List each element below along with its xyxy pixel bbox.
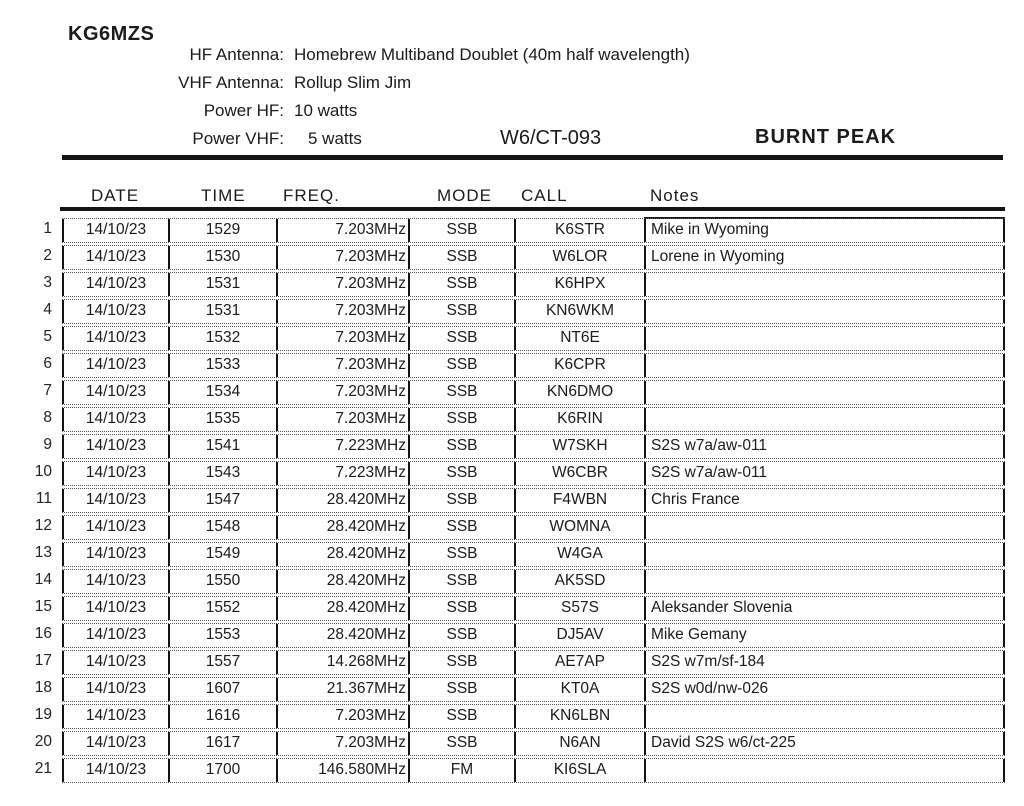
date-cell: 14/10/23 — [62, 705, 170, 728]
time-cell: 1548 — [170, 516, 278, 539]
call-cell: K6CPR — [554, 356, 606, 373]
date-cell: 14/10/23 — [62, 462, 170, 485]
table-row — [0, 596, 1005, 621]
freq-cell: 7.203MHz — [278, 300, 410, 323]
time-cell: 1552 — [170, 597, 278, 620]
notes-cell — [644, 273, 1005, 296]
table-row — [0, 542, 1005, 567]
freq-cell: 28.420MHz — [278, 543, 410, 566]
hf-antenna-value: Homebrew Multiband Doublet (40m half wavelength) — [294, 45, 690, 64]
row-box — [62, 380, 1005, 405]
date-cell: 14/10/23 — [62, 651, 170, 674]
row-number: 14 — [34, 571, 52, 588]
table-row — [0, 434, 1005, 459]
mode-cell: SSB — [410, 543, 516, 566]
table-row — [0, 677, 1005, 702]
table-row — [0, 461, 1005, 486]
mode-cell: SSB — [410, 435, 516, 458]
date-cell: 14/10/23 — [62, 489, 170, 512]
notes-cell: Aleksander Slovenia — [644, 597, 1005, 620]
date-cell: 14/10/23 — [62, 570, 170, 593]
date-cell: 14/10/23 — [62, 516, 170, 539]
table-row — [0, 569, 1005, 594]
notes-cell: S2S w0d/nw-026 — [644, 678, 1005, 701]
time-cell: 1557 — [170, 651, 278, 674]
row-box — [62, 569, 1005, 594]
info-row-power-vhf — [0, 129, 362, 149]
freq-cell: 7.203MHz — [278, 381, 410, 404]
row-box — [62, 461, 1005, 486]
notes-cell: S2S w7m/sf-184 — [644, 651, 1005, 674]
mode-cell: SSB — [410, 732, 516, 755]
notes-cell: S2S w7a/aw-011 — [644, 435, 1005, 458]
date-cell: 14/10/23 — [62, 354, 170, 377]
call-cell: W6CBR — [552, 464, 608, 481]
date-cell: 14/10/23 — [62, 759, 170, 782]
row-box — [62, 704, 1005, 729]
column-header-date: DATE — [91, 186, 140, 205]
time-cell: 1549 — [170, 543, 278, 566]
time-cell: 1531 — [170, 300, 278, 323]
call-cell: AK5SD — [554, 572, 606, 589]
time-cell: 1550 — [170, 570, 278, 593]
mode-cell: SSB — [410, 381, 516, 404]
time-cell: 1533 — [170, 354, 278, 377]
row-box — [62, 245, 1005, 270]
header-divider-rule — [62, 155, 1003, 160]
time-cell: 1531 — [170, 273, 278, 296]
call-cell: WOMNA — [549, 518, 611, 535]
call-cell: W6LOR — [552, 248, 608, 265]
row-number: 15 — [34, 598, 52, 615]
date-cell: 14/10/23 — [62, 273, 170, 296]
row-number: 21 — [34, 760, 52, 777]
table-row — [0, 299, 1005, 324]
freq-cell: 21.367MHz — [278, 678, 410, 701]
row-box — [62, 326, 1005, 351]
date-cell: 14/10/23 — [62, 597, 170, 620]
row-box — [62, 650, 1005, 675]
power-hf-value: 10 watts — [294, 101, 358, 120]
call-cell: DJ5AV — [556, 626, 604, 643]
notes-cell — [644, 759, 1005, 782]
notes-cell: Chris France — [644, 489, 1005, 512]
table-row — [0, 218, 1005, 243]
call-cell: KN6LBN — [549, 707, 611, 724]
mode-cell: SSB — [410, 678, 516, 701]
notes-cell: Lorene in Wyoming — [644, 246, 1005, 269]
table-row — [0, 731, 1005, 756]
row-box — [62, 218, 1005, 243]
notes-cell: Mike in Wyoming — [644, 219, 1005, 242]
date-cell: 14/10/23 — [62, 300, 170, 323]
row-number: 11 — [35, 490, 52, 507]
info-row-vhf-antenna — [0, 73, 411, 93]
freq-cell: 7.203MHz — [278, 327, 410, 350]
mode-cell: SSB — [410, 597, 516, 620]
row-number: 2 — [43, 247, 52, 264]
power-vhf-label: Power VHF: — [192, 129, 284, 148]
column-header-time: TIME — [201, 186, 246, 205]
column-header-mode: MODE — [437, 186, 492, 205]
table-row — [0, 326, 1005, 351]
freq-cell: 7.223MHz — [278, 462, 410, 485]
date-cell: 14/10/23 — [62, 381, 170, 404]
log-table-body — [0, 218, 1005, 785]
notes-cell: S2S w7a/aw-011 — [644, 462, 1005, 485]
row-number: 1 — [43, 220, 52, 237]
mode-cell: SSB — [410, 489, 516, 512]
freq-cell: 7.223MHz — [278, 435, 410, 458]
row-number: 4 — [43, 301, 52, 318]
call-cell: K6HPX — [554, 275, 606, 292]
time-cell: 1534 — [170, 381, 278, 404]
row-number: 19 — [34, 706, 52, 723]
row-number: 20 — [34, 733, 52, 750]
info-row-hf-antenna — [0, 45, 690, 65]
row-box — [62, 731, 1005, 756]
mode-cell: SSB — [410, 273, 516, 296]
call-cell: K6RIN — [557, 410, 603, 427]
notes-cell — [644, 408, 1005, 431]
freq-cell: 7.203MHz — [278, 246, 410, 269]
date-cell: 14/10/23 — [62, 327, 170, 350]
row-box — [62, 677, 1005, 702]
power-vhf-value: 5 watts — [308, 129, 362, 148]
table-row — [0, 488, 1005, 513]
freq-cell: 7.203MHz — [278, 354, 410, 377]
mode-cell: FM — [410, 759, 516, 782]
date-cell: 14/10/23 — [62, 246, 170, 269]
date-cell: 14/10/23 — [62, 624, 170, 647]
row-number: 10 — [34, 463, 52, 480]
operator-callsign: KG6MZS — [68, 23, 155, 46]
freq-cell: 7.203MHz — [278, 408, 410, 431]
call-cell: S57S — [561, 599, 599, 616]
mode-cell: SSB — [410, 408, 516, 431]
row-number: 7 — [43, 382, 52, 399]
row-box — [62, 407, 1005, 432]
row-box — [62, 542, 1005, 567]
time-cell: 1607 — [170, 678, 278, 701]
freq-cell: 146.580MHz — [278, 759, 410, 782]
date-cell: 14/10/23 — [62, 732, 170, 755]
column-header-underline — [60, 207, 1005, 211]
notes-cell: Mike Gemany — [644, 624, 1005, 647]
column-header-notes: Notes — [650, 186, 700, 205]
row-number: 5 — [43, 328, 52, 345]
row-box — [62, 272, 1005, 297]
call-cell: F4WBN — [552, 491, 608, 508]
row-box — [62, 488, 1005, 513]
mode-cell: SSB — [410, 462, 516, 485]
date-cell: 14/10/23 — [62, 678, 170, 701]
call-cell: KT0A — [560, 680, 600, 697]
notes-cell: David S2S w6/ct-225 — [644, 732, 1005, 755]
call-cell: NT6E — [560, 329, 600, 346]
time-cell: 1547 — [170, 489, 278, 512]
freq-cell: 7.203MHz — [278, 273, 410, 296]
time-cell: 1617 — [170, 732, 278, 755]
row-number: 6 — [43, 355, 52, 372]
time-cell: 1530 — [170, 246, 278, 269]
table-row — [0, 704, 1005, 729]
row-box — [62, 758, 1005, 783]
time-cell: 1529 — [170, 219, 278, 242]
freq-cell: 7.203MHz — [278, 219, 410, 242]
call-cell: W7SKH — [552, 437, 608, 454]
row-number: 16 — [34, 625, 52, 642]
call-cell: W4GA — [557, 545, 603, 562]
freq-cell: 7.203MHz — [278, 705, 410, 728]
row-number: 12 — [34, 517, 52, 534]
table-row — [0, 353, 1005, 378]
vhf-antenna-label: VHF Antenna: — [178, 73, 284, 92]
mode-cell: SSB — [410, 651, 516, 674]
call-cell: K6STR — [555, 221, 605, 238]
row-number: 9 — [43, 436, 52, 453]
time-cell: 1543 — [170, 462, 278, 485]
row-box — [62, 353, 1005, 378]
freq-cell: 28.420MHz — [278, 570, 410, 593]
time-cell: 1700 — [170, 759, 278, 782]
table-row — [0, 515, 1005, 540]
row-box — [62, 299, 1005, 324]
mode-cell: SSB — [410, 246, 516, 269]
mode-cell: SSB — [410, 624, 516, 647]
table-row — [0, 407, 1005, 432]
date-cell: 14/10/23 — [62, 435, 170, 458]
time-cell: 1535 — [170, 408, 278, 431]
table-row — [0, 758, 1005, 783]
row-box — [62, 623, 1005, 648]
call-cell: AE7AP — [555, 653, 605, 670]
mode-cell: SSB — [410, 516, 516, 539]
column-header-call: CALL — [521, 186, 568, 205]
date-cell: 14/10/23 — [62, 219, 170, 242]
freq-cell: 7.203MHz — [278, 732, 410, 755]
mode-cell: SSB — [410, 354, 516, 377]
row-number: 3 — [43, 274, 52, 291]
freq-cell: 28.420MHz — [278, 597, 410, 620]
mode-cell: SSB — [410, 300, 516, 323]
mode-cell: SSB — [410, 219, 516, 242]
call-cell: N6AN — [559, 734, 601, 751]
time-cell: 1553 — [170, 624, 278, 647]
mode-cell: SSB — [410, 570, 516, 593]
table-row — [0, 245, 1005, 270]
call-cell: KI6SLA — [553, 761, 607, 778]
notes-cell — [644, 516, 1005, 539]
call-cell: KN6DMO — [546, 383, 614, 400]
vhf-antenna-value: Rollup Slim Jim — [294, 73, 412, 92]
row-number: 8 — [43, 409, 52, 426]
freq-cell: 28.420MHz — [278, 624, 410, 647]
table-row — [0, 380, 1005, 405]
row-box — [62, 515, 1005, 540]
time-cell: 1616 — [170, 705, 278, 728]
notes-cell — [644, 327, 1005, 350]
notes-cell — [644, 381, 1005, 404]
freq-cell: 28.420MHz — [278, 516, 410, 539]
date-cell: 14/10/23 — [62, 408, 170, 431]
notes-cell — [644, 705, 1005, 728]
row-number: 18 — [34, 679, 52, 696]
row-number: 17 — [34, 652, 52, 669]
row-number: 13 — [34, 544, 52, 561]
table-row — [0, 623, 1005, 648]
freq-cell: 14.268MHz — [278, 651, 410, 674]
table-row — [0, 650, 1005, 675]
summit-reference: W6/CT-093 — [500, 127, 602, 149]
power-hf-label: Power HF: — [203, 101, 284, 120]
freq-cell: 28.420MHz — [278, 489, 410, 512]
info-row-power-hf — [0, 101, 357, 121]
notes-cell — [644, 300, 1005, 323]
row-box — [62, 434, 1005, 459]
notes-cell — [644, 570, 1005, 593]
hf-antenna-label: HF Antenna: — [189, 45, 284, 64]
mode-cell: SSB — [410, 705, 516, 728]
notes-cell — [644, 543, 1005, 566]
column-header-freq: FREQ. — [283, 186, 340, 205]
notes-cell — [644, 354, 1005, 377]
date-cell: 14/10/23 — [62, 543, 170, 566]
mode-cell: SSB — [410, 327, 516, 350]
time-cell: 1541 — [170, 435, 278, 458]
row-box — [62, 596, 1005, 621]
call-cell: KN6WKM — [545, 302, 615, 319]
summit-name: BURNT PEAK — [755, 126, 897, 148]
table-row — [0, 272, 1005, 297]
time-cell: 1532 — [170, 327, 278, 350]
